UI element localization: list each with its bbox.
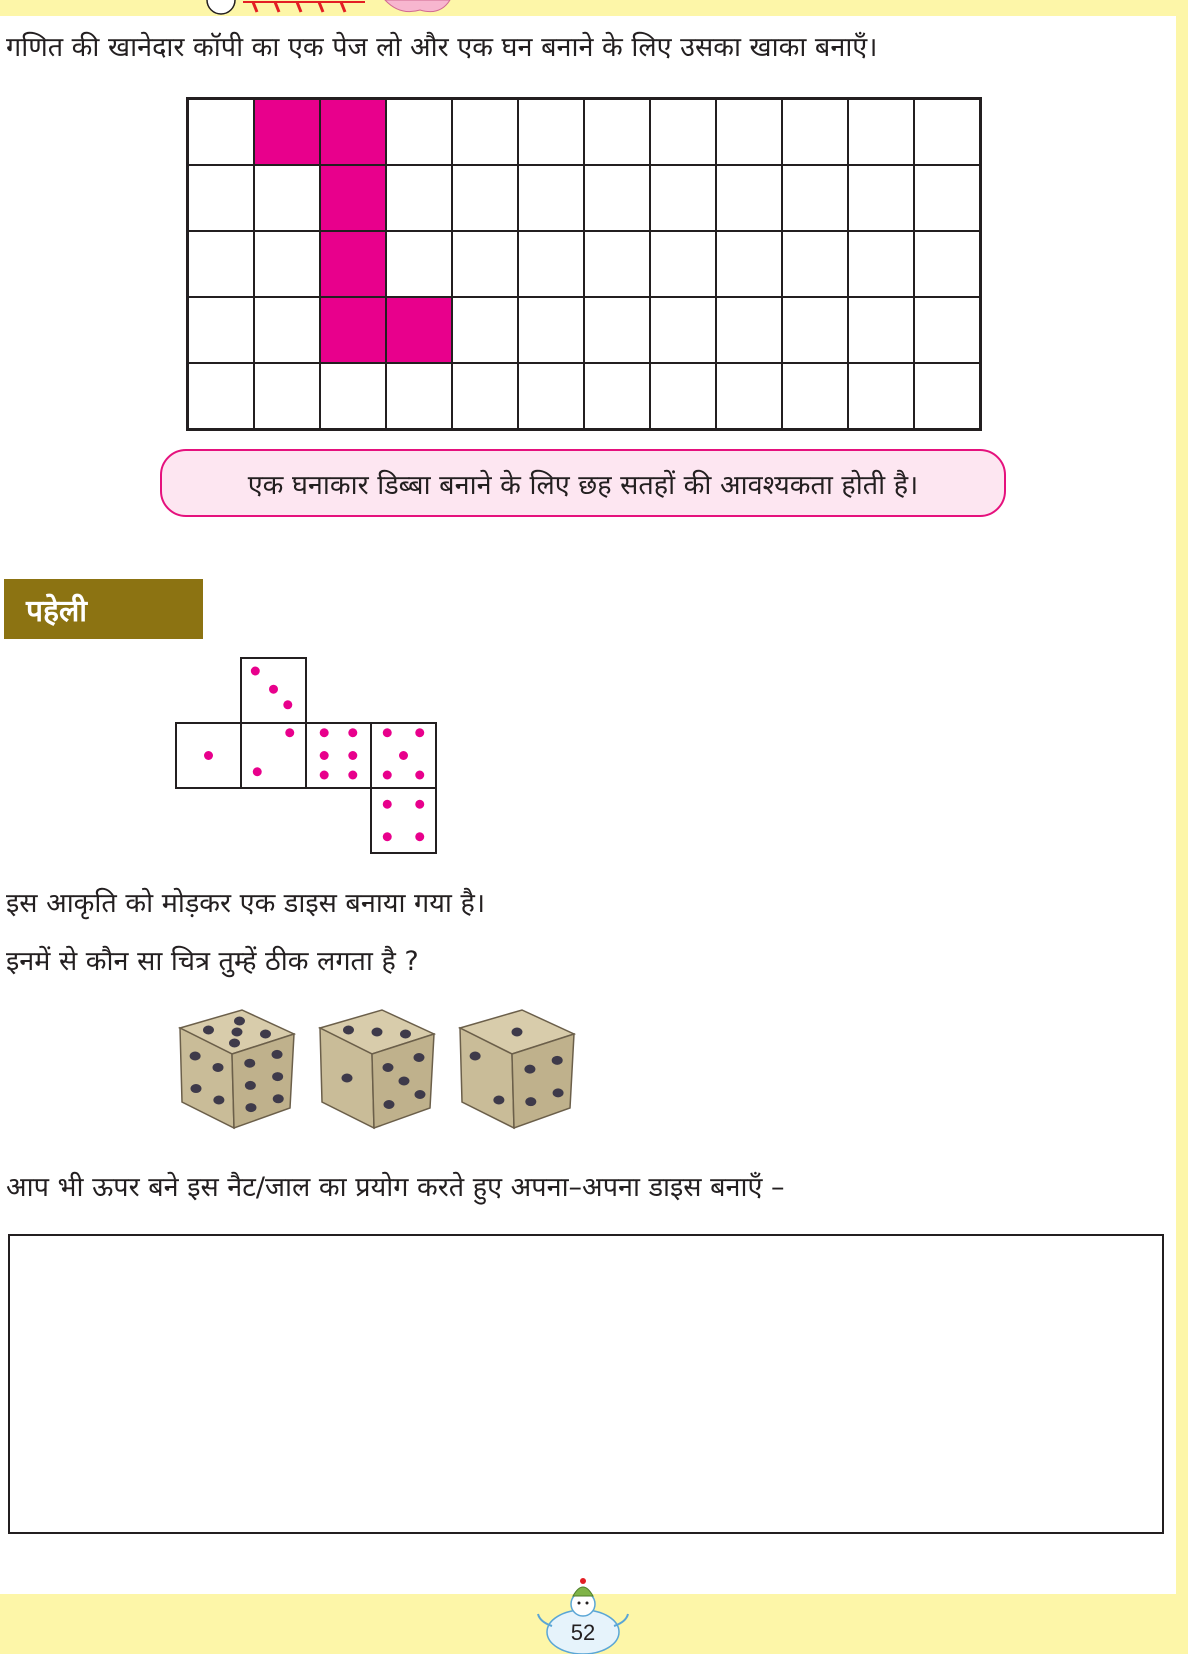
die-pip [213, 1063, 224, 1072]
cube-net-grid [186, 97, 982, 431]
net-face [371, 788, 436, 853]
die-pip [343, 1026, 354, 1035]
net-pip [348, 751, 357, 760]
net-face [241, 723, 306, 788]
die-pip [400, 1030, 411, 1039]
grid-cell [716, 231, 782, 297]
task-text: आप भी ऊपर बने इस नैट/जाल का प्रयोग करते हुए अपना–अपना डाइस बनाएँ – [6, 1172, 785, 1203]
net-pip [383, 771, 392, 780]
net-pip [383, 800, 392, 809]
grid-cell [584, 99, 650, 165]
dice-net [174, 656, 510, 858]
net-pip [399, 751, 408, 760]
die-pip [414, 1053, 425, 1062]
grid-cell [386, 231, 452, 297]
die-pip [342, 1074, 353, 1083]
grid-cell [518, 165, 584, 231]
net-pip [320, 771, 329, 780]
die-pip [203, 1026, 214, 1035]
die-pip [470, 1052, 481, 1061]
dice-options [172, 1004, 582, 1132]
grid-cell-filled [320, 231, 386, 297]
grid-cell [848, 165, 914, 231]
grid-cell [584, 363, 650, 429]
net-pip [283, 700, 292, 709]
net-pip [269, 685, 278, 694]
question-line-2: इनमें से कौन सा चित्र तुम्हें ठीक लगता है ? [6, 946, 419, 977]
net-pip [253, 767, 262, 776]
grid-cell [650, 231, 716, 297]
net-pip [415, 728, 424, 737]
instruction-text: गणित की खानेदार कॉपी का एक पेज लो और एक घन बनाने के लिए उसका खाका बनाएँ। [6, 32, 878, 63]
die-pip [415, 1090, 426, 1099]
die-pip [245, 1081, 256, 1090]
net-pip [320, 751, 329, 760]
grid-cell [518, 297, 584, 363]
grid-cell [584, 231, 650, 297]
net-face [306, 723, 371, 788]
net-pip [415, 771, 424, 780]
net-pip [383, 832, 392, 841]
question-line-1: इस आकृति को मोड़कर एक डाइस बनाया गया है। [6, 888, 486, 919]
grid-cell [914, 165, 980, 231]
grid-cell [650, 99, 716, 165]
die-pip [372, 1028, 383, 1037]
die-pip [232, 1028, 243, 1037]
grid-cell [716, 297, 782, 363]
die-pip [234, 1017, 245, 1026]
grid-cell [914, 231, 980, 297]
grid-cell [848, 99, 914, 165]
grid-cell [848, 297, 914, 363]
grid-cell [188, 99, 254, 165]
die-pip [525, 1097, 536, 1106]
section-label-puzzle [4, 579, 203, 639]
grid-cell [782, 165, 848, 231]
grid-cell [518, 99, 584, 165]
grid-cell [386, 363, 452, 429]
cube-faces-note [160, 449, 1006, 517]
grid-cell [320, 363, 386, 429]
grid-cell [782, 363, 848, 429]
grid-cell [254, 363, 320, 429]
grid-cell [914, 99, 980, 165]
die-pip [383, 1063, 394, 1072]
grid-cell-filled [254, 99, 320, 165]
net-pip [415, 832, 424, 841]
grid-cell [452, 99, 518, 165]
grid-cell [782, 297, 848, 363]
grid-cell [716, 99, 782, 165]
grid-cell [584, 297, 650, 363]
grid-cell-filled [386, 297, 452, 363]
die-pip [399, 1077, 410, 1086]
net-pip [285, 728, 294, 737]
answer-drawing-box[interactable] [8, 1234, 1164, 1534]
grid-cell-filled [320, 165, 386, 231]
grid-cell [782, 99, 848, 165]
grid-cell [914, 297, 980, 363]
grid-cell [518, 231, 584, 297]
grid-cell [254, 165, 320, 231]
grid-cell [452, 165, 518, 231]
grid-cell [386, 99, 452, 165]
grid-cell [386, 165, 452, 231]
grid-cell [716, 165, 782, 231]
grid-cell [650, 297, 716, 363]
die-pip [191, 1084, 202, 1093]
die-pip [190, 1052, 201, 1061]
die-pip [552, 1056, 563, 1065]
die-pip [273, 1094, 284, 1103]
die-pip [272, 1072, 283, 1081]
die-pip [272, 1050, 283, 1059]
die-pip [229, 1039, 240, 1048]
note-text: एक घनाकार डिब्बा बनाने के लिए छह सतहों की आवश्यकता होती है। [247, 469, 919, 501]
grid-cell [914, 363, 980, 429]
grid-cell [254, 231, 320, 297]
grid-cell [188, 165, 254, 231]
net-pip [383, 728, 392, 737]
net-pip [251, 667, 260, 676]
grid-cell-filled [320, 297, 386, 363]
grid-cell [848, 363, 914, 429]
net-pip [415, 800, 424, 809]
grid-cell [782, 231, 848, 297]
section-label-text: पहेली [26, 593, 88, 629]
die-pip [244, 1059, 255, 1068]
net-pip [204, 751, 213, 760]
grid-cell [188, 363, 254, 429]
grid-cell [584, 165, 650, 231]
die-pip [512, 1028, 523, 1037]
grid-cell [452, 297, 518, 363]
page-number: 52 [570, 1620, 596, 1645]
die-pip [553, 1088, 564, 1097]
grid-cell [716, 363, 782, 429]
grid-cell [452, 363, 518, 429]
grid-cell [452, 231, 518, 297]
net-pip [320, 728, 329, 737]
grid-cell [188, 297, 254, 363]
grid-cell [650, 165, 716, 231]
header-decoration [195, 0, 475, 16]
die-pip [524, 1065, 535, 1074]
grid-cell [254, 297, 320, 363]
die-pip [260, 1030, 271, 1039]
die-pip [493, 1096, 504, 1105]
grid-cell [848, 231, 914, 297]
grid-cell [650, 363, 716, 429]
net-pip [348, 771, 357, 780]
grid-cell [518, 363, 584, 429]
die-pip [384, 1100, 395, 1109]
grid-cell-filled [320, 99, 386, 165]
net-pip [348, 728, 357, 737]
grid-cell [188, 231, 254, 297]
die-pip [213, 1096, 224, 1105]
die-pip [245, 1103, 256, 1112]
